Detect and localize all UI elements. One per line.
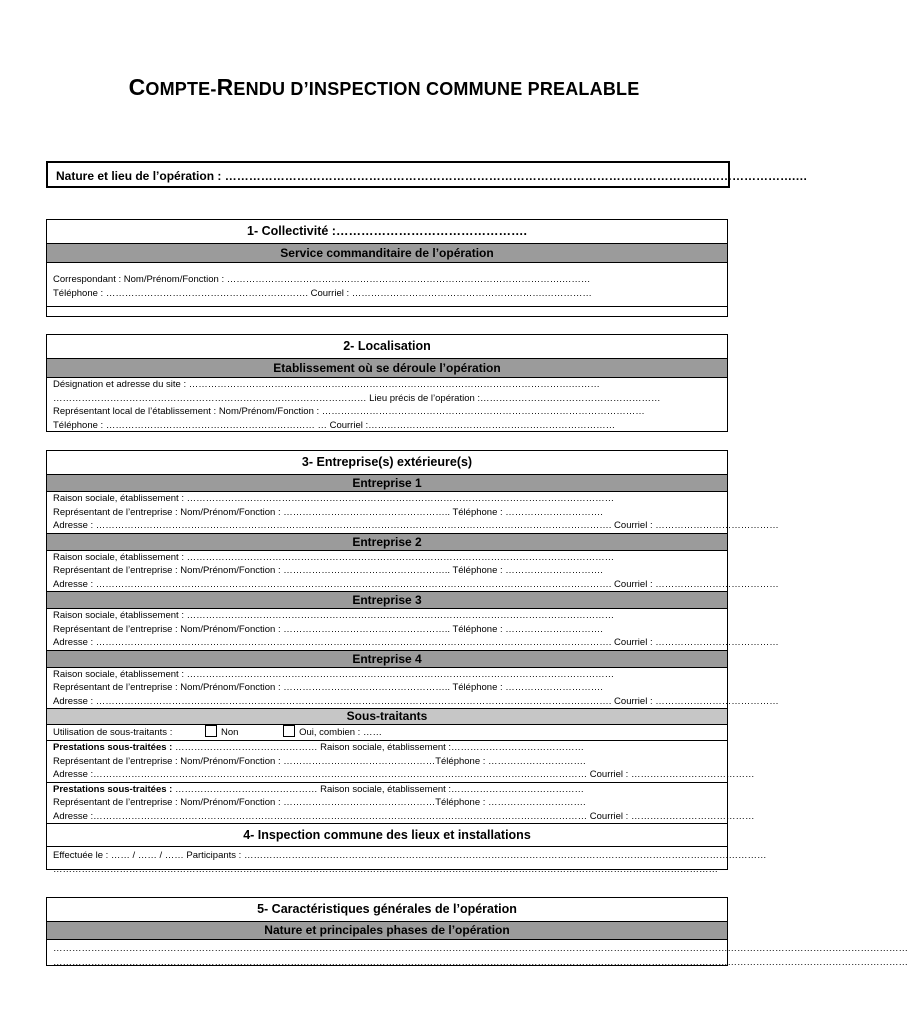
prestations-value[interactable]: ……………………………………… Raison sociale, établissement :…………………………………… <box>172 783 585 795</box>
section-3-header: 3- Entreprise(s) extérieure(s) <box>47 451 727 475</box>
section-1-subheader: Service commanditaire de l’opération <box>47 244 727 263</box>
nature-phases-line-2[interactable]: ……………………………………………………………………………………………………………………………………………………………………………………………………………………………………………… <box>53 956 908 968</box>
entreprise-1-header: Entreprise 1 <box>47 475 727 492</box>
representant-local-field[interactable]: Représentant local de l’établissement : Nom/Prénom/Fonction : ………………………………………………………………………………………… <box>53 406 645 417</box>
section-2-header: 2- Localisation <box>47 335 727 359</box>
title-part-1: OMPTE <box>145 79 211 99</box>
title-dash: - <box>210 79 217 99</box>
designation-adresse-field[interactable]: Désignation et adresse du site : ………………………………………………………………………………………………………….……… <box>53 379 600 390</box>
title-part-2: ENDU D’INSPECTION COMMUNE PREALABLE <box>233 79 640 99</box>
section-2-subheader: Etablissement où se déroule l’opération <box>47 359 727 378</box>
representant-field[interactable]: Représentant de l’entreprise : Nom/Prénom/Fonction : …………………………………………….. Téléphone : …………………………. <box>53 682 603 693</box>
raison-sociale-field[interactable]: Raison sociale, établissement : ……………………………………………………………………………………………………………………… <box>53 610 615 621</box>
telephone-courriel-field[interactable]: Téléphone : ………………………………………………………… … Courriel :…………………………………………………………………… <box>53 419 616 431</box>
section-5-caracteristiques <box>46 897 908 968</box>
section-1-header: 1- Collectivité :………………………………………. <box>47 220 727 244</box>
non-label: Non <box>220 727 239 738</box>
telephone-courriel-field[interactable]: Téléphone : ………………………………………………………. Courriel : …………………………………………………….…………… <box>53 287 592 299</box>
raison-sociale-field[interactable]: Raison sociale, établissement : ……………………………………………………………………………………………………………………… <box>53 668 615 680</box>
page-title <box>0 74 768 101</box>
adresse-courriel-field[interactable]: Adresse : ………………………………………………………………………………………………………………………………………………. Courriel : ………………………………… <box>53 520 779 531</box>
raison-sociale-field[interactable]: Raison sociale, établissement : ……………………………………………………………………………………………………………………… <box>53 551 615 563</box>
nature-lieu-field[interactable]: Nature et lieu de l’opération : ……………………………………………………………………………………………………….…………………….… <box>46 161 730 188</box>
entreprise-3-header: Entreprise 3 <box>47 591 727 609</box>
oui-checkbox[interactable] <box>283 725 295 737</box>
prestations-sous-traitees-row[interactable] <box>47 740 727 755</box>
adresse-courriel-field[interactable]: Adresse : ………………………………………………………………………………………………………………………………………………. Courriel : ………………………………… <box>53 578 779 590</box>
representant-sous-traitant-field[interactable]: Représentant de l’entreprise : Nom/Prénom/Fonction : …………………………………………Téléphone : …………………………. <box>53 755 586 767</box>
prestations-value[interactable]: ……………………………………… Raison sociale, établissement :…………………………………… <box>172 742 585 753</box>
section-1-collectivite <box>46 219 728 317</box>
title-initial-c: C <box>128 74 146 100</box>
section-3-entreprises <box>46 450 779 875</box>
non-checkbox[interactable] <box>205 725 217 737</box>
adresse-sous-traitant-field[interactable]: Adresse :………………………………………………………………………………………………………………………………………… Courriel : ………………………………… <box>53 810 755 822</box>
representant-field[interactable]: Représentant de l’entreprise : Nom/Prénom/Fonction : …………………………………………….. Téléphone : …………………………. <box>53 565 603 576</box>
adresse-sous-traitant-field[interactable]: Adresse :………………………………………………………………………………………………………………………………………… Courriel : ………………………………… <box>53 769 755 780</box>
prestations-label: Prestations sous-traitées : <box>53 783 173 795</box>
lieu-precis-field[interactable]: ……………………………………………………………………………………… Lieu précis de l’opération :………………………………………………… <box>53 392 661 404</box>
utilisation-label: Utilisation de sous-traitants : <box>53 727 173 738</box>
representant-field[interactable]: Représentant de l’entreprise : Nom/Prénom/Fonction : …………………………………………….. Téléphone : …………………………. <box>53 506 603 518</box>
section-1-divider <box>47 306 727 307</box>
oui-combien-label[interactable]: Oui, combien : …… <box>299 727 382 738</box>
raison-sociale-field[interactable]: Raison sociale, établissement : ……………………………………………………………………………………………………………………… <box>53 493 615 504</box>
correspondant-field[interactable]: Correspondant : Nom/Prénom/Fonction : …………………………………………………………………………………………….……… <box>53 274 591 285</box>
prestations-sous-traitees-row[interactable] <box>47 782 727 797</box>
entreprise-4-header: Entreprise 4 <box>47 650 727 668</box>
participants-continuation-field[interactable]: ………………………………………………………………………………………………………………………………………………………………………………………… <box>53 863 718 875</box>
entreprise-2-header: Entreprise 2 <box>47 533 727 551</box>
adresse-courriel-field[interactable]: Adresse : ………………………………………………………………………………………………………………………………………………. Courriel : ………………………………… <box>53 637 779 648</box>
representant-field[interactable]: Représentant de l’entreprise : Nom/Prénom/Fonction : …………………………………………….. Téléphone : …………………………. <box>53 623 603 635</box>
nature-phases-line-1[interactable]: ……………………………………………………………………………………………………………………………………………………………………………………………………………………………………………… <box>53 943 908 954</box>
utilisation-sous-traitants-row <box>47 725 727 740</box>
section-5-header: 5- Caractéristiques générales de l’opération <box>47 898 727 922</box>
section-2-localisation <box>46 334 728 432</box>
section-5-subheader: Nature et principales phases de l’opération <box>47 922 727 940</box>
section-4-header: 4- Inspection commune des lieux et installations <box>47 823 727 847</box>
effectuee-participants-field[interactable]: Effectuée le : …… / …… / …… Participants : ………………………………………………………………………………………………………………………………………………… <box>53 850 767 861</box>
prestations-label: Prestations sous-traitées : <box>53 742 173 753</box>
title-initial-r: R <box>216 74 234 100</box>
representant-sous-traitant-field[interactable]: Représentant de l’entreprise : Nom/Prénom/Fonction : …………………………………………Téléphone : …………………………. <box>53 797 586 808</box>
sous-traitants-header: Sous-traitants <box>47 708 727 725</box>
adresse-courriel-field[interactable]: Adresse : ………………………………………………………………………………………………………………………………………………. Courriel : ………………………………… <box>53 695 779 707</box>
